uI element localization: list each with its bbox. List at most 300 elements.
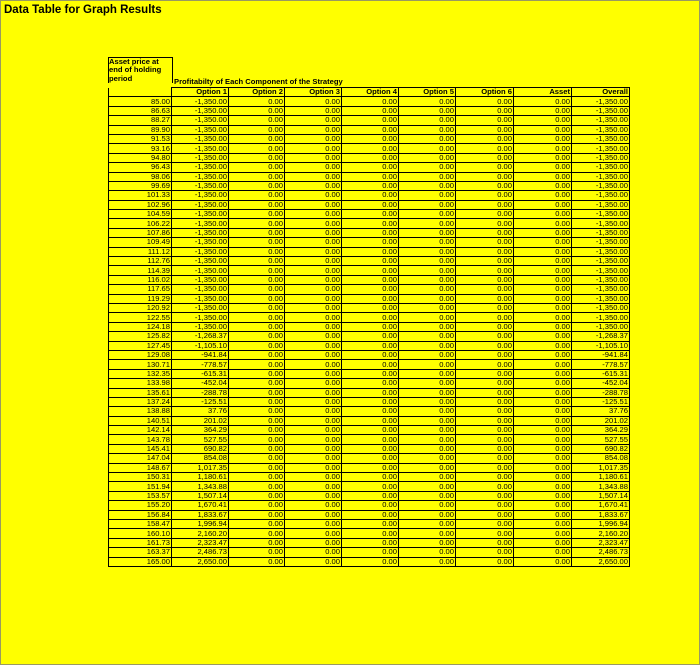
cell-option5[interactable]: 0.00 [399, 501, 456, 510]
cell-asset-price[interactable]: 91.53 [109, 134, 172, 143]
cell-option6[interactable]: 0.00 [456, 388, 514, 397]
cell-option6[interactable]: 0.00 [456, 125, 514, 134]
cell-asset[interactable]: 0.00 [514, 228, 572, 237]
cell-asset-price[interactable]: 156.84 [109, 510, 172, 519]
cell-option6[interactable]: 0.00 [456, 181, 514, 190]
cell-option6[interactable]: 0.00 [456, 191, 514, 200]
cell-option3[interactable]: 0.00 [285, 219, 342, 228]
cell-option4[interactable]: 0.00 [342, 144, 399, 153]
cell-overall[interactable]: 1,996.94 [572, 519, 630, 528]
cell-option4[interactable]: 0.00 [342, 294, 399, 303]
cell-option1[interactable]: -1,105.10 [172, 341, 229, 350]
cell-option2[interactable]: 0.00 [229, 397, 285, 406]
cell-option3[interactable]: 0.00 [285, 228, 342, 237]
cell-option1[interactable]: -1,350.00 [172, 172, 229, 181]
cell-option2[interactable]: 0.00 [229, 228, 285, 237]
cell-option5[interactable]: 0.00 [399, 191, 456, 200]
cell-option4[interactable]: 0.00 [342, 473, 399, 482]
cell-asset-price[interactable]: 155.20 [109, 501, 172, 510]
cell-option1[interactable]: 1,343.88 [172, 482, 229, 491]
cell-asset-price[interactable]: 165.00 [109, 557, 172, 566]
cell-option1[interactable]: -1,350.00 [172, 294, 229, 303]
cell-option6[interactable]: 0.00 [456, 153, 514, 162]
cell-option2[interactable]: 0.00 [229, 473, 285, 482]
cell-option6[interactable]: 0.00 [456, 106, 514, 115]
cell-overall[interactable]: -288.78 [572, 388, 630, 397]
cell-option2[interactable]: 0.00 [229, 247, 285, 256]
cell-option5[interactable]: 0.00 [399, 360, 456, 369]
cell-overall[interactable]: -615.31 [572, 369, 630, 378]
cell-option6[interactable]: 0.00 [456, 491, 514, 500]
cell-option6[interactable]: 0.00 [456, 332, 514, 341]
cell-option3[interactable]: 0.00 [285, 247, 342, 256]
cell-asset-price[interactable]: 163.37 [109, 548, 172, 557]
cell-option1[interactable]: -1,350.00 [172, 134, 229, 143]
cell-option5[interactable]: 0.00 [399, 97, 456, 106]
cell-option3[interactable]: 0.00 [285, 444, 342, 453]
cell-asset-price[interactable]: 85.00 [109, 97, 172, 106]
cell-option5[interactable]: 0.00 [399, 557, 456, 566]
cell-asset[interactable]: 0.00 [514, 435, 572, 444]
cell-option6[interactable]: 0.00 [456, 303, 514, 312]
cell-asset[interactable]: 0.00 [514, 341, 572, 350]
cell-overall[interactable]: -1,268.37 [572, 332, 630, 341]
cell-option4[interactable]: 0.00 [342, 538, 399, 547]
cell-option4[interactable]: 0.00 [342, 482, 399, 491]
cell-asset-price[interactable]: 102.96 [109, 200, 172, 209]
cell-option2[interactable]: 0.00 [229, 172, 285, 181]
cell-option3[interactable]: 0.00 [285, 463, 342, 472]
cell-option3[interactable]: 0.00 [285, 116, 342, 125]
cell-overall[interactable]: -1,350.00 [572, 97, 630, 106]
cell-option4[interactable]: 0.00 [342, 322, 399, 331]
cell-option2[interactable]: 0.00 [229, 369, 285, 378]
col-header-option4[interactable]: Option 4 [342, 88, 399, 97]
cell-option6[interactable]: 0.00 [456, 275, 514, 284]
cell-option3[interactable]: 0.00 [285, 519, 342, 528]
cell-option5[interactable]: 0.00 [399, 341, 456, 350]
cell-asset[interactable]: 0.00 [514, 557, 572, 566]
cell-option1[interactable]: 364.29 [172, 426, 229, 435]
cell-option5[interactable]: 0.00 [399, 379, 456, 388]
cell-asset[interactable]: 0.00 [514, 369, 572, 378]
cell-option5[interactable]: 0.00 [399, 163, 456, 172]
cell-option2[interactable]: 0.00 [229, 275, 285, 284]
cell-overall[interactable]: 201.02 [572, 416, 630, 425]
cell-asset-price[interactable]: 161.73 [109, 538, 172, 547]
cell-option3[interactable]: 0.00 [285, 482, 342, 491]
cell-option3[interactable]: 0.00 [285, 97, 342, 106]
cell-option4[interactable]: 0.00 [342, 369, 399, 378]
cell-option5[interactable]: 0.00 [399, 153, 456, 162]
cell-option4[interactable]: 0.00 [342, 303, 399, 312]
cell-asset[interactable]: 0.00 [514, 257, 572, 266]
cell-overall[interactable]: -1,350.00 [572, 219, 630, 228]
cell-asset-price[interactable]: 111.12 [109, 247, 172, 256]
cell-option2[interactable]: 0.00 [229, 163, 285, 172]
cell-option6[interactable]: 0.00 [456, 557, 514, 566]
cell-option1[interactable]: -1,350.00 [172, 247, 229, 256]
cell-option3[interactable]: 0.00 [285, 388, 342, 397]
cell-option3[interactable]: 0.00 [285, 426, 342, 435]
cell-overall[interactable]: -1,350.00 [572, 200, 630, 209]
cell-asset[interactable]: 0.00 [514, 303, 572, 312]
cell-option4[interactable]: 0.00 [342, 191, 399, 200]
cell-option5[interactable]: 0.00 [399, 473, 456, 482]
cell-asset[interactable]: 0.00 [514, 247, 572, 256]
cell-option1[interactable]: 854.08 [172, 454, 229, 463]
cell-option4[interactable]: 0.00 [342, 435, 399, 444]
cell-option6[interactable]: 0.00 [456, 538, 514, 547]
cell-option3[interactable]: 0.00 [285, 538, 342, 547]
col-header-option1[interactable]: Option 1 [172, 88, 229, 97]
cell-option1[interactable]: 2,323.47 [172, 538, 229, 547]
cell-option6[interactable]: 0.00 [456, 454, 514, 463]
cell-option6[interactable]: 0.00 [456, 529, 514, 538]
cell-option3[interactable]: 0.00 [285, 181, 342, 190]
cell-option4[interactable]: 0.00 [342, 510, 399, 519]
cell-overall[interactable]: -1,350.00 [572, 247, 630, 256]
cell-option4[interactable]: 0.00 [342, 332, 399, 341]
cell-option5[interactable]: 0.00 [399, 106, 456, 115]
cell-asset-price[interactable]: 151.94 [109, 482, 172, 491]
cell-option6[interactable]: 0.00 [456, 294, 514, 303]
cell-overall[interactable]: -1,350.00 [572, 116, 630, 125]
cell-option4[interactable]: 0.00 [342, 407, 399, 416]
cell-option5[interactable]: 0.00 [399, 266, 456, 275]
cell-option4[interactable]: 0.00 [342, 426, 399, 435]
cell-asset-price[interactable]: 122.55 [109, 313, 172, 322]
cell-asset[interactable]: 0.00 [514, 454, 572, 463]
cell-option3[interactable]: 0.00 [285, 360, 342, 369]
cell-asset[interactable]: 0.00 [514, 501, 572, 510]
cell-option3[interactable]: 0.00 [285, 257, 342, 266]
cell-option3[interactable]: 0.00 [285, 303, 342, 312]
cell-asset[interactable]: 0.00 [514, 463, 572, 472]
cell-option4[interactable]: 0.00 [342, 548, 399, 557]
col-header-overall[interactable]: Overall [572, 88, 630, 97]
cell-option2[interactable]: 0.00 [229, 435, 285, 444]
cell-asset[interactable]: 0.00 [514, 153, 572, 162]
cell-option6[interactable]: 0.00 [456, 257, 514, 266]
cell-option6[interactable]: 0.00 [456, 210, 514, 219]
cell-option2[interactable]: 0.00 [229, 341, 285, 350]
cell-option4[interactable]: 0.00 [342, 557, 399, 566]
cell-asset[interactable]: 0.00 [514, 529, 572, 538]
cell-option5[interactable]: 0.00 [399, 510, 456, 519]
cell-option1[interactable]: -1,350.00 [172, 116, 229, 125]
cell-option5[interactable]: 0.00 [399, 238, 456, 247]
cell-option4[interactable]: 0.00 [342, 313, 399, 322]
cell-overall[interactable]: -1,350.00 [572, 285, 630, 294]
cell-option1[interactable]: 1,017.35 [172, 463, 229, 472]
cell-option4[interactable]: 0.00 [342, 529, 399, 538]
cell-option5[interactable]: 0.00 [399, 538, 456, 547]
cell-option2[interactable]: 0.00 [229, 482, 285, 491]
cell-asset[interactable]: 0.00 [514, 388, 572, 397]
cell-option2[interactable]: 0.00 [229, 191, 285, 200]
cell-asset-price[interactable]: 124.18 [109, 322, 172, 331]
cell-overall[interactable]: -1,350.00 [572, 228, 630, 237]
cell-option4[interactable]: 0.00 [342, 228, 399, 237]
cell-option5[interactable]: 0.00 [399, 388, 456, 397]
cell-option5[interactable]: 0.00 [399, 210, 456, 219]
cell-option6[interactable]: 0.00 [456, 172, 514, 181]
cell-asset-price[interactable]: 109.49 [109, 238, 172, 247]
cell-overall[interactable]: -452.04 [572, 379, 630, 388]
cell-option6[interactable]: 0.00 [456, 519, 514, 528]
cell-asset-price[interactable]: 116.02 [109, 275, 172, 284]
cell-option3[interactable]: 0.00 [285, 454, 342, 463]
cell-option5[interactable]: 0.00 [399, 181, 456, 190]
cell-option4[interactable]: 0.00 [342, 153, 399, 162]
cell-option6[interactable]: 0.00 [456, 473, 514, 482]
cell-asset-price[interactable]: 106.22 [109, 219, 172, 228]
cell-option3[interactable]: 0.00 [285, 332, 342, 341]
cell-option1[interactable]: -1,350.00 [172, 181, 229, 190]
cell-asset[interactable]: 0.00 [514, 97, 572, 106]
cell-option4[interactable]: 0.00 [342, 350, 399, 359]
cell-option2[interactable]: 0.00 [229, 360, 285, 369]
cell-option1[interactable]: 2,160.20 [172, 529, 229, 538]
cell-option2[interactable]: 0.00 [229, 454, 285, 463]
cell-option4[interactable]: 0.00 [342, 416, 399, 425]
cell-option3[interactable]: 0.00 [285, 548, 342, 557]
cell-option2[interactable]: 0.00 [229, 519, 285, 528]
cell-option4[interactable]: 0.00 [342, 341, 399, 350]
cell-option2[interactable]: 0.00 [229, 557, 285, 566]
cell-option6[interactable]: 0.00 [456, 482, 514, 491]
cell-option1[interactable]: 37.76 [172, 407, 229, 416]
cell-option5[interactable]: 0.00 [399, 172, 456, 181]
cell-option3[interactable]: 0.00 [285, 134, 342, 143]
cell-option6[interactable]: 0.00 [456, 285, 514, 294]
cell-asset-price[interactable]: 107.86 [109, 228, 172, 237]
cell-option2[interactable]: 0.00 [229, 106, 285, 115]
cell-option6[interactable]: 0.00 [456, 200, 514, 209]
cell-asset[interactable]: 0.00 [514, 322, 572, 331]
cell-option6[interactable]: 0.00 [456, 163, 514, 172]
cell-option6[interactable]: 0.00 [456, 369, 514, 378]
cell-option1[interactable]: 690.82 [172, 444, 229, 453]
cell-option5[interactable]: 0.00 [399, 454, 456, 463]
cell-option6[interactable]: 0.00 [456, 501, 514, 510]
cell-option4[interactable]: 0.00 [342, 379, 399, 388]
cell-option2[interactable]: 0.00 [229, 416, 285, 425]
cell-option1[interactable]: -1,350.00 [172, 163, 229, 172]
cell-option3[interactable]: 0.00 [285, 557, 342, 566]
cell-asset[interactable]: 0.00 [514, 116, 572, 125]
cell-asset-price[interactable]: 94.80 [109, 153, 172, 162]
cell-option4[interactable]: 0.00 [342, 219, 399, 228]
cell-option1[interactable]: -452.04 [172, 379, 229, 388]
cell-overall[interactable]: 854.08 [572, 454, 630, 463]
cell-option4[interactable]: 0.00 [342, 519, 399, 528]
cell-option3[interactable]: 0.00 [285, 369, 342, 378]
cell-asset-price[interactable]: 140.51 [109, 416, 172, 425]
cell-option5[interactable]: 0.00 [399, 416, 456, 425]
cell-option4[interactable]: 0.00 [342, 388, 399, 397]
cell-option2[interactable]: 0.00 [229, 257, 285, 266]
cell-option4[interactable]: 0.00 [342, 397, 399, 406]
cell-option1[interactable]: -1,350.00 [172, 275, 229, 284]
cell-asset-price[interactable]: 132.35 [109, 369, 172, 378]
cell-option2[interactable]: 0.00 [229, 529, 285, 538]
cell-option4[interactable]: 0.00 [342, 125, 399, 134]
cell-option2[interactable]: 0.00 [229, 491, 285, 500]
cell-option1[interactable]: -1,350.00 [172, 257, 229, 266]
cell-overall[interactable]: -1,350.00 [572, 134, 630, 143]
cell-option2[interactable]: 0.00 [229, 294, 285, 303]
cell-option4[interactable]: 0.00 [342, 106, 399, 115]
cell-asset-price[interactable]: 86.63 [109, 106, 172, 115]
cell-asset-price[interactable]: 129.08 [109, 350, 172, 359]
cell-option6[interactable]: 0.00 [456, 350, 514, 359]
cell-option3[interactable]: 0.00 [285, 491, 342, 500]
cell-asset-price[interactable]: 147.04 [109, 454, 172, 463]
cell-overall[interactable]: 37.76 [572, 407, 630, 416]
cell-asset-price[interactable]: 158.47 [109, 519, 172, 528]
cell-option4[interactable]: 0.00 [342, 97, 399, 106]
cell-asset-price[interactable]: 148.67 [109, 463, 172, 472]
cell-option1[interactable]: -615.31 [172, 369, 229, 378]
cell-overall[interactable]: 1,017.35 [572, 463, 630, 472]
cell-option5[interactable]: 0.00 [399, 228, 456, 237]
cell-asset-price[interactable]: 150.31 [109, 473, 172, 482]
cell-overall[interactable]: 2,160.20 [572, 529, 630, 538]
cell-option1[interactable]: -1,350.00 [172, 144, 229, 153]
cell-option2[interactable]: 0.00 [229, 501, 285, 510]
cell-option3[interactable]: 0.00 [285, 285, 342, 294]
cell-option1[interactable]: -1,350.00 [172, 228, 229, 237]
cell-asset-price[interactable]: 101.33 [109, 191, 172, 200]
cell-option2[interactable]: 0.00 [229, 116, 285, 125]
cell-option3[interactable]: 0.00 [285, 106, 342, 115]
cell-asset-price[interactable]: 114.39 [109, 266, 172, 275]
cell-overall[interactable]: 2,650.00 [572, 557, 630, 566]
cell-option4[interactable]: 0.00 [342, 116, 399, 125]
cell-asset[interactable]: 0.00 [514, 163, 572, 172]
cell-asset[interactable]: 0.00 [514, 407, 572, 416]
cell-option6[interactable]: 0.00 [456, 219, 514, 228]
cell-overall[interactable]: 1,180.61 [572, 473, 630, 482]
cell-asset[interactable]: 0.00 [514, 350, 572, 359]
cell-option5[interactable]: 0.00 [399, 275, 456, 284]
cell-option3[interactable]: 0.00 [285, 416, 342, 425]
cell-option4[interactable]: 0.00 [342, 491, 399, 500]
cell-option5[interactable]: 0.00 [399, 407, 456, 416]
cell-option5[interactable]: 0.00 [399, 303, 456, 312]
cell-option3[interactable]: 0.00 [285, 501, 342, 510]
cell-asset[interactable]: 0.00 [514, 275, 572, 284]
cell-overall[interactable]: 1,833.67 [572, 510, 630, 519]
cell-option6[interactable]: 0.00 [456, 510, 514, 519]
cell-option3[interactable]: 0.00 [285, 163, 342, 172]
cell-overall[interactable]: -1,350.00 [572, 257, 630, 266]
cell-option3[interactable]: 0.00 [285, 529, 342, 538]
cell-option3[interactable]: 0.00 [285, 266, 342, 275]
cell-option1[interactable]: -941.84 [172, 350, 229, 359]
cell-option1[interactable]: -1,268.37 [172, 332, 229, 341]
cell-option2[interactable]: 0.00 [229, 407, 285, 416]
cell-asset[interactable]: 0.00 [514, 294, 572, 303]
cell-overall[interactable]: 1,507.14 [572, 491, 630, 500]
cell-option5[interactable]: 0.00 [399, 426, 456, 435]
cell-asset-price[interactable]: 93.16 [109, 144, 172, 153]
cell-asset-price[interactable]: 96.43 [109, 163, 172, 172]
cell-option6[interactable]: 0.00 [456, 426, 514, 435]
cell-overall[interactable]: -1,350.00 [572, 181, 630, 190]
cell-asset[interactable]: 0.00 [514, 134, 572, 143]
cell-overall[interactable]: -1,105.10 [572, 341, 630, 350]
cell-option5[interactable]: 0.00 [399, 116, 456, 125]
cell-option3[interactable]: 0.00 [285, 191, 342, 200]
cell-option3[interactable]: 0.00 [285, 172, 342, 181]
cell-option2[interactable]: 0.00 [229, 510, 285, 519]
cell-option2[interactable]: 0.00 [229, 125, 285, 134]
cell-option1[interactable]: -1,350.00 [172, 106, 229, 115]
cell-option4[interactable]: 0.00 [342, 285, 399, 294]
cell-option4[interactable]: 0.00 [342, 444, 399, 453]
cell-option6[interactable]: 0.00 [456, 463, 514, 472]
cell-option2[interactable]: 0.00 [229, 379, 285, 388]
cell-option3[interactable]: 0.00 [285, 341, 342, 350]
cell-asset[interactable]: 0.00 [514, 210, 572, 219]
cell-option3[interactable]: 0.00 [285, 313, 342, 322]
cell-asset[interactable]: 0.00 [514, 285, 572, 294]
cell-asset[interactable]: 0.00 [514, 473, 572, 482]
cell-option3[interactable]: 0.00 [285, 473, 342, 482]
cell-asset-price[interactable]: 125.82 [109, 332, 172, 341]
cell-option6[interactable]: 0.00 [456, 397, 514, 406]
cell-option6[interactable]: 0.00 [456, 444, 514, 453]
cell-asset[interactable]: 0.00 [514, 548, 572, 557]
cell-asset-price[interactable]: 133.98 [109, 379, 172, 388]
cell-asset-price[interactable]: 143.78 [109, 435, 172, 444]
cell-option3[interactable]: 0.00 [285, 275, 342, 284]
cell-option5[interactable]: 0.00 [399, 463, 456, 472]
cell-option6[interactable]: 0.00 [456, 247, 514, 256]
cell-asset-price[interactable]: 145.41 [109, 444, 172, 453]
cell-asset-price[interactable]: 99.69 [109, 181, 172, 190]
cell-asset-price[interactable]: 130.71 [109, 360, 172, 369]
cell-option2[interactable]: 0.00 [229, 97, 285, 106]
cell-option2[interactable]: 0.00 [229, 181, 285, 190]
cell-option1[interactable]: -288.78 [172, 388, 229, 397]
cell-option2[interactable]: 0.00 [229, 313, 285, 322]
cell-option5[interactable]: 0.00 [399, 491, 456, 500]
cell-option1[interactable]: 1,996.94 [172, 519, 229, 528]
cell-asset-price[interactable]: 120.92 [109, 303, 172, 312]
cell-option4[interactable]: 0.00 [342, 172, 399, 181]
cell-asset[interactable]: 0.00 [514, 444, 572, 453]
cell-overall[interactable]: -1,350.00 [572, 322, 630, 331]
cell-option2[interactable]: 0.00 [229, 210, 285, 219]
cell-option4[interactable]: 0.00 [342, 134, 399, 143]
cell-option5[interactable]: 0.00 [399, 332, 456, 341]
cell-option5[interactable]: 0.00 [399, 519, 456, 528]
cell-option3[interactable]: 0.00 [285, 510, 342, 519]
cell-option1[interactable]: -1,350.00 [172, 238, 229, 247]
cell-option6[interactable]: 0.00 [456, 228, 514, 237]
cell-asset[interactable]: 0.00 [514, 106, 572, 115]
col-header-asset[interactable]: Asset [514, 88, 572, 97]
cell-option3[interactable]: 0.00 [285, 238, 342, 247]
cell-asset[interactable]: 0.00 [514, 200, 572, 209]
cell-overall[interactable]: -1,350.00 [572, 125, 630, 134]
cell-asset-price[interactable]: 117.65 [109, 285, 172, 294]
cell-option3[interactable]: 0.00 [285, 210, 342, 219]
